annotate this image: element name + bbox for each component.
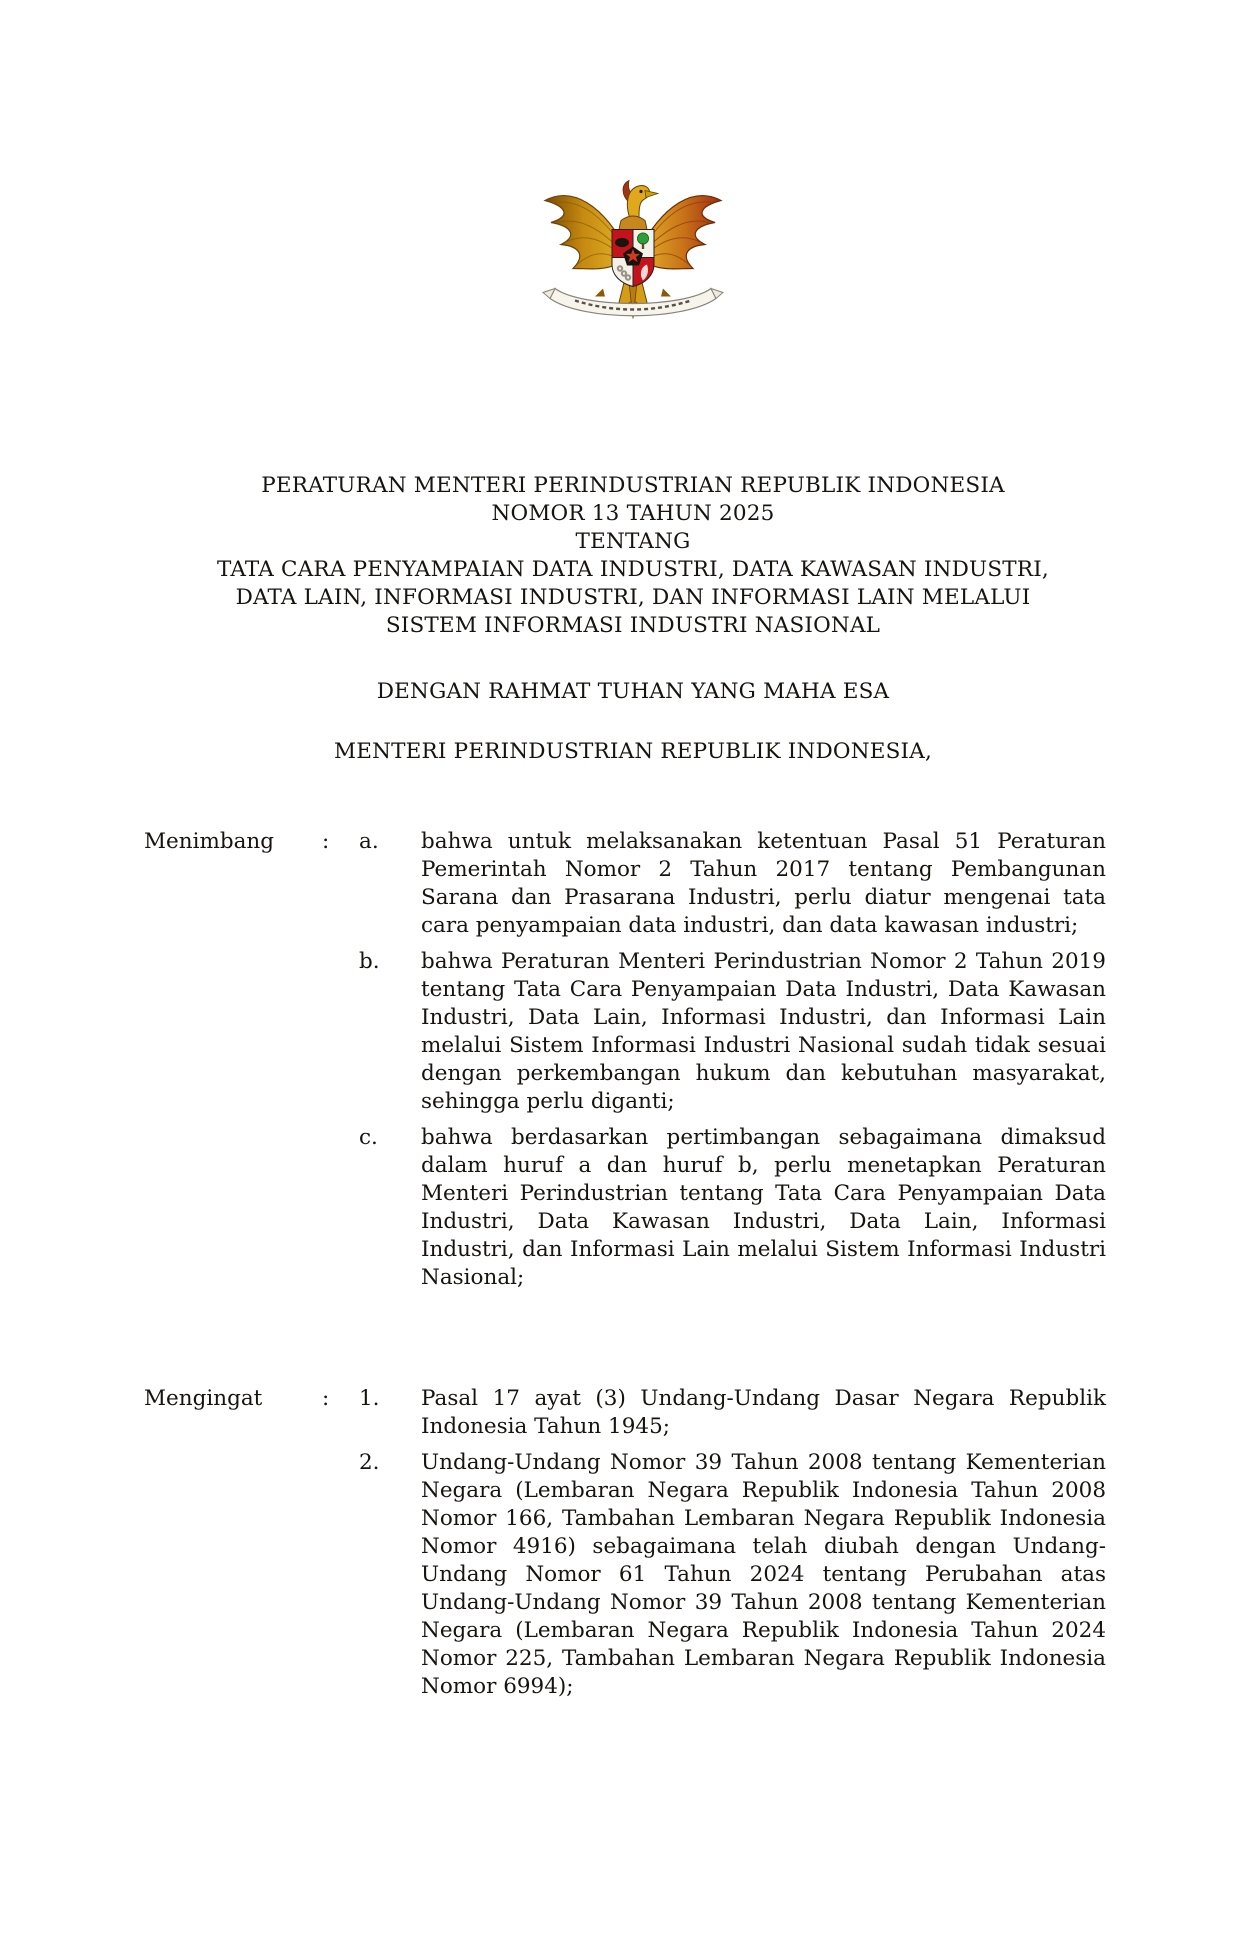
considering-label: Menimbang xyxy=(144,829,275,854)
considering-section xyxy=(144,828,1106,1292)
item-marker: 1. xyxy=(359,1386,380,1411)
recalling-items xyxy=(359,1385,1106,1701)
considering-item-a xyxy=(359,828,1106,940)
item-marker: a. xyxy=(359,829,379,854)
recalling-section xyxy=(144,1385,1106,1701)
item-marker: b. xyxy=(359,949,380,974)
issuer-line: MENTERI PERINDUSTRIAN REPUBLIK INDONESIA, xyxy=(333,739,933,764)
title-line-subject-2: DATA LAIN, INFORMASI INDUSTRI, DAN INFORMASI LAIN MELALUI xyxy=(235,585,1031,610)
item-text: Undang-Undang Nomor 39 Tahun 2008 tentang Kementerian Negara (Lembaran Negara Republik Indonesia Tahun 2008 Nomor 166, Tambahan Lembaran Negara Republik Indonesia Nomor 4916) sebagaimana telah diubah dengan Undang-Undang Nomor 61 Tahun 2024 tentang Perubahan atas Undang-Undang Nomor 39 Tahun 2008 tentang Kementerian Negara (Lembaran Negara Republik Indonesia Tahun 2024 Nomor 225, Tambahan Lembaran Negara Republik Indonesia Nomor 6994); xyxy=(421,1450,1106,1699)
considering-item-c xyxy=(359,1124,1106,1292)
item-text: bahwa untuk melaksanakan ketentuan Pasal 51 Peraturan Pemerintah Nomor 2 Tahun 2017 tentang Pembangunan Sarana dan Prasarana Industri, perlu diatur mengenai tata cara penyampaian data industri, dan data kawasan industri; xyxy=(421,829,1106,938)
title-line-tentang: TENTANG xyxy=(575,529,691,554)
recalling-item-2 xyxy=(359,1449,1106,1701)
title-line-number: NOMOR 13 TAHUN 2025 xyxy=(491,501,775,526)
regulation-title xyxy=(153,472,1113,640)
invocation-line: DENGAN RAHMAT TUHAN YANG MAHA ESA xyxy=(376,679,890,704)
title-line-ministry: PERATURAN MENTERI PERINDUSTRIAN REPUBLIK INDONESIA xyxy=(261,473,1005,498)
item-marker: c. xyxy=(359,1125,378,1150)
item-text: bahwa Peraturan Menteri Perindustrian Nomor 2 Tahun 2019 tentang Tata Cara Penyampaian Data Industri, Data Kawasan Industri, Data Lain, Informasi Industri, dan Informasi Lain melalui Sistem Informasi Industri Nasional sudah tidak sesuai dengan perkembangan hukum dan kebutuhan masyarakat, sehingga perlu diganti; xyxy=(421,949,1106,1114)
recalling-label: Mengingat xyxy=(144,1386,263,1411)
considering-item-b xyxy=(359,948,1106,1116)
item-marker: 2. xyxy=(359,1450,380,1475)
item-text: Pasal 17 ayat (3) Undang-Undang Dasar Negara Republik Indonesia Tahun 1945; xyxy=(421,1386,1106,1439)
recalling-item-1 xyxy=(359,1385,1106,1441)
item-text: bahwa berdasarkan pertimbangan sebagaimana dimaksud dalam huruf a dan huruf b, perlu menetapkan Peraturan Menteri Perindustrian tentang Tata Cara Penyampaian Data Industri, Data Kawasan Industri, Data Lain, Informasi Industri, dan Informasi Lain melalui Sistem Informasi Industri Nasional; xyxy=(421,1125,1106,1290)
title-line-subject-3: SISTEM INFORMASI INDUSTRI NASIONAL xyxy=(385,613,881,638)
considering-items xyxy=(359,828,1106,1292)
title-line-subject-1: TATA CARA PENYAMPAIAN DATA INDUSTRI, DATA KAWASAN INDUSTRI, xyxy=(217,557,1049,582)
garuda-pancasila-emblem xyxy=(533,173,733,330)
considering-separator: : xyxy=(322,829,330,854)
recalling-separator: : xyxy=(322,1386,330,1411)
